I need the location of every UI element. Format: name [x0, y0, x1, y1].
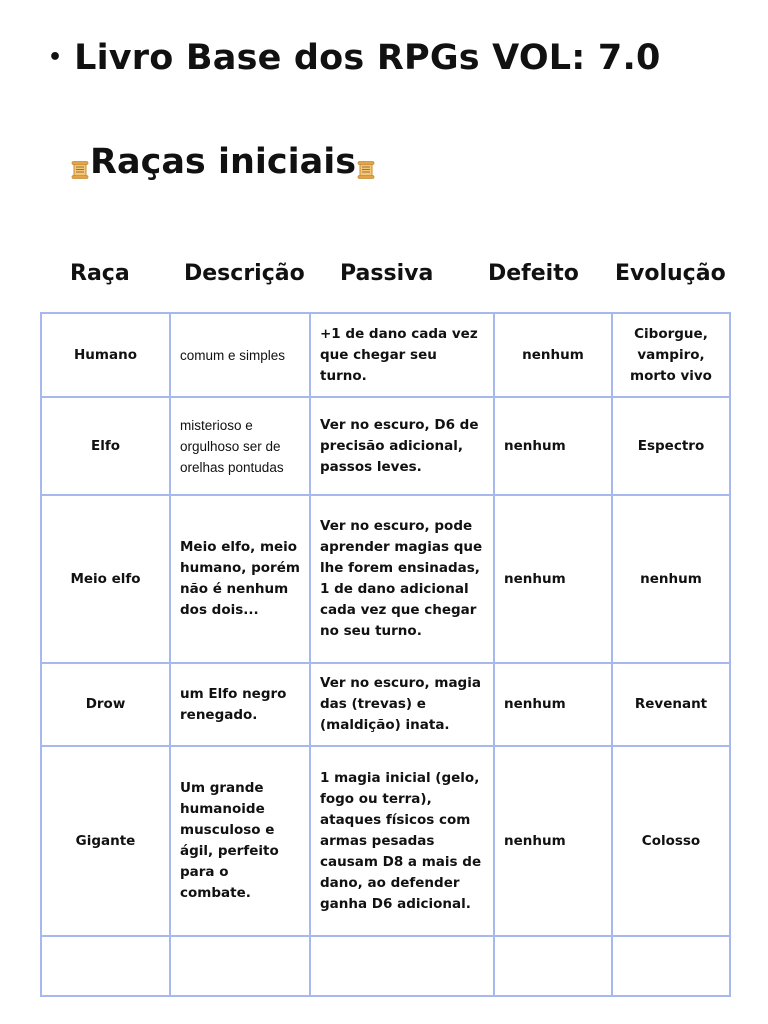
header-raca: Raça: [70, 261, 130, 286]
cell-descricao: misterioso e orgulhoso ser de orelhas pontudas: [170, 397, 310, 495]
cell-descricao: Meio elfo, meio humano, porém não é nenhum dos dois...: [170, 495, 310, 663]
header-descricao: Descrição: [184, 261, 305, 286]
cell-defeito: nenhum: [494, 495, 612, 663]
cell-raca: Gigante: [41, 746, 170, 936]
scroll-icon: [70, 160, 90, 180]
header-defeito: Defeito: [488, 261, 579, 286]
title-bullet: •: [48, 45, 63, 70]
cell-defeito: nenhum: [494, 397, 612, 495]
document-title-row: [48, 38, 661, 78]
header-passiva: Passiva: [340, 261, 434, 286]
cell-evolucao: Ciborgue, vampiro, morto vivo: [612, 313, 730, 397]
cell-defeito: nenhum: [494, 746, 612, 936]
cell-raca: [41, 936, 170, 996]
scroll-icon: [356, 160, 376, 180]
cell-passiva: +1 de dano cada vez que chegar seu turno.: [310, 313, 494, 397]
cell-evolucao: nenhum: [612, 495, 730, 663]
cell-defeito: nenhum: [494, 663, 612, 746]
document-title: Livro Base dos RPGs VOL: 7.0: [74, 38, 661, 78]
section-title: Raças iniciais: [90, 142, 357, 182]
cell-descricao: [170, 936, 310, 996]
cell-evolucao: Revenant: [612, 663, 730, 746]
table-row: [41, 397, 730, 495]
table-row: [41, 746, 730, 936]
table-header-row: [40, 261, 740, 295]
cell-passiva: 1 magia inicial (gelo, fogo ou terra), ataques físicos com armas pesadas causam D8 a mais de dano, ao defender ganha D6 adicional.: [310, 746, 494, 936]
cell-passiva: [310, 936, 494, 996]
cell-raca: Meio elfo: [41, 495, 170, 663]
cell-defeito: [494, 936, 612, 996]
table-row: [41, 313, 730, 397]
cell-descricao: comum e simples: [170, 313, 310, 397]
cell-passiva: Ver no escuro, D6 de precisão adicional, passos leves.: [310, 397, 494, 495]
cell-descricao: Um grande humanoide musculoso e ágil, perfeito para o combate.: [170, 746, 310, 936]
header-evolucao: Evolução: [615, 261, 726, 286]
races-table: [40, 312, 731, 997]
cell-raca: Humano: [41, 313, 170, 397]
cell-evolucao: Espectro: [612, 397, 730, 495]
cell-passiva: Ver no escuro, magia das (trevas) e (maldição) inata.: [310, 663, 494, 746]
cell-evolucao: Colosso: [612, 746, 730, 936]
cell-raca: Drow: [41, 663, 170, 746]
table-row: [41, 495, 730, 663]
cell-raca: Elfo: [41, 397, 170, 495]
cell-passiva: Ver no escuro, pode aprender magias que lhe forem ensinadas, 1 de dano adicional cada vez que chegar no seu turno.: [310, 495, 494, 663]
section-heading: [70, 143, 376, 182]
table-row: [41, 936, 730, 996]
table-row: [41, 663, 730, 746]
cell-evolucao: [612, 936, 730, 996]
cell-descricao: um Elfo negro renegado.: [170, 663, 310, 746]
cell-defeito: nenhum: [494, 313, 612, 397]
